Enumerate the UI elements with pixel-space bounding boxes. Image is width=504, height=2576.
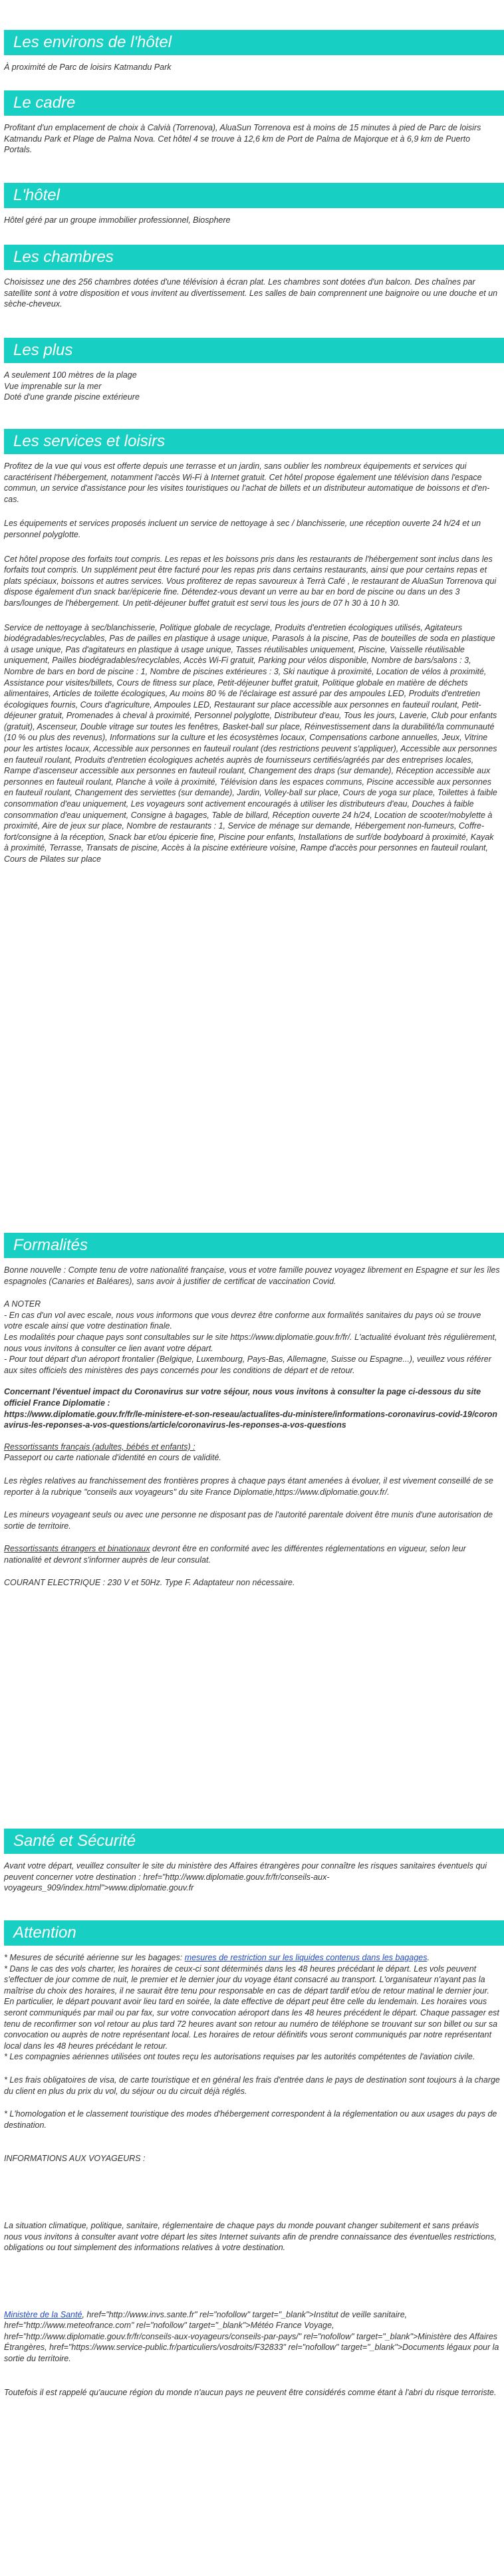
formalites-escale: - En cas d'un vol avec escale, nous vous informons que vous devrez être conforme aux formalités sanitaires du pays où se trouve votre escale ainsi que votre destination finale.: [4, 1310, 481, 1331]
section-title-formalites: Formalités: [4, 1233, 504, 1258]
ressortissants-text: Passeport ou carte nationale d'identité en cours de validité.: [4, 1453, 221, 1463]
environs-text: À proximité de Parc de loisirs Katmandu Park: [4, 63, 172, 72]
section-formalites: [0, 1233, 504, 1589]
attention-situation: La situation climatique, politique, sanitaire, réglementaire de chaque pays du monde pouvant changer subitement et sans préavis nous vous invitons à consulter avant votre départ les sites Internet suivants afin de prendre connaissance des éventuelles restrictions, obligations ou tout simplement des informations relatives à votre destination.: [4, 2220, 497, 2253]
formalites-coronavirus-link[interactable]: https://www.diplomatie.gouv.fr/fr/le-ministere-et-son-reseau/actualites-du-ministere/informations-coronavirus-covid-19/coronavirus-les-reponses-a-vos-questions/article/coronavirus-les-reponses-a-vos-questions: [4, 1409, 498, 1430]
attention-bagages-end: .: [427, 1953, 430, 1962]
plus-line: A seulement 100 mètres de la plage: [4, 370, 137, 380]
plus-line: Vue imprenable sur la mer: [4, 381, 102, 391]
section-sante: [0, 1829, 504, 1894]
formalites-regles: Les règles relatives au franchissement des frontières propres à chaque pays étant amenées à évoluer, il est vivement conseillé de se reporter à la rubrique "conseils aux voyageurs" du site France Diplomatie,https://www.diplomatie.gouv.fr/.: [4, 1476, 493, 1497]
plus-line: Doté d'une grande piscine extérieure: [4, 392, 140, 402]
chambres-text: Choisissez une des 256 chambres dotées d'une télévision à écran plat. Les chambres sont dotées d'un balcon. Des chaînes par satellite sont à votre disposition et vous invitent au divertissement. Les salles de bain comprennent une baignoire ou une douche et un sèche-cheveux.: [4, 277, 498, 309]
section-title-environs: Les environs de l'hôtel: [4, 30, 504, 55]
section-chambres: [0, 245, 504, 310]
etrangers-text: devront être en conformité avec les différentes réglementations en vigueur, selon leur nationalité et devront s'informer auprès de leur consulat.: [4, 1544, 466, 1565]
section-services: [0, 429, 504, 865]
section-title-chambres: Les chambres: [4, 245, 504, 270]
section-title-services: Les services et loisirs: [4, 429, 504, 454]
courant-electrique: COURANT ELECTRIQUE : 230 V et 50Hz. Type F. Adaptateur non nécessaire.: [4, 1578, 295, 1588]
formalites-frontalier: - Pour tout départ d'un aéroport frontalier (Belgique, Luxembourg, Pays-Bas, Allemagne, Suisse ou Espagne...), veuillez vous référer aux sites officiels des ministères des pays concernés pour les conditions de départ et de retour.: [4, 1354, 491, 1375]
attention-liens: , href="http://www.invs.sante.fr" rel="nofollow" target="_blank">Institut de veille sanitaire, href="http://www.meteofrance.com" rel="nofollow" target="_blank">Météo France Voyage, href="http://www.diplomatie.gouv.fr/fr/conseils-aux-voyageurs/conseils-par-pays/" rel="nofollow" target="_blank">Ministère des Affaires Étrangères, href="https://www.service-public.fr/particuliers/vosdroits/F32833" rel="nofollow" target="_blank">Documents légaux pour la sortie du territoire.: [4, 2309, 499, 2364]
cadre-text: Profitant d'un emplacement de choix à Calvià (Torrenova), AluaSun Torrenova est à moins de 15 minutes à pied de Parc de loisirs Katmandu Park et Plage de Palma Nova. Cet hôtel 4 se trouve à 12,6 km de Port de Palma de Majorque et à 6,9 km de Puerto Portals.: [4, 123, 481, 155]
attention-homologation: * L'homologation et le classement touristique des modes d'hébergement correspondent à la réglementation ou aux usages du pays de destination.: [4, 2109, 497, 2130]
services-restaurants: Cet hôtel propose des forfaits tout compris. Les repas et les boissons pris dans les restaurants de l'hébergement sont inclus dans les forfaits tout compris. Un supplément peut être facturé pour les repas pris dans certains restaurants, ainsi que pour certains repas et plats spéciaux, boissons et autres services. Vous profiterez de repas savoureux à Terrà Café , le restaurant de AluaSun Torrenova qui dispose également d'un snack bar/épicerie fine. Détendez-vous devant un verre au bar en bord de piscine ou dans un des 3 bars/lounges de l'hébergement. Un petit-déjeuner buffet gratuit est servi tous les jours de 07 h 30 à 10 h 30.: [4, 554, 497, 608]
services-intro: Profitez de la vue qui vous est offerte depuis une terrasse et un jardin, sans oublier les nombreux équipements et services qui caractérisent l'hébergement, notamment l'accès Wi-Fi à Internet gratuit. Cet hôtel propose également une télévision dans l'espace commun, un service d'assistance pour les visites touristiques ou l'achat de billets et un distributeur automatique de boissons et d'en-cas.: [4, 461, 490, 504]
section-attention: [0, 1920, 504, 2398]
attention-terrorisme: Toutefois il est rappelé qu'aucune région du monde n'aucun pays ne peuvent être considérés comme étant à l'abri du risque terroriste.: [4, 2387, 497, 2397]
section-title-sante: Santé et Sécurité: [4, 1829, 504, 1854]
section-title-cadre: Le cadre: [4, 90, 504, 116]
section-environs: [0, 30, 504, 73]
etrangers-label: Ressortissants étrangers et binationaux: [4, 1544, 150, 1554]
formalites-a-noter: A NOTER: [4, 1299, 41, 1309]
section-title-attention: Attention: [4, 1920, 504, 1946]
attention-compagnies: * Les compagnies aériennes utilisées ont toutes reçu les autorisations requises par les autorités compétentes de l'aviation civile.: [4, 2052, 475, 2062]
ressortissants-label: Ressortissants français (adultes, bébés et enfants) :: [4, 1442, 195, 1452]
liquides-restriction-link[interactable]: mesures de restriction sur les liquides contenus dans les bagages: [184, 1953, 428, 1962]
attention-frais: * Les frais obligatoires de visa, de carte touristique et en général les frais d'entrée dans le pays de destination sont toujours à la charge du client en plus du prix du vol, du séjour ou du circuit déjà réglés.: [4, 2075, 500, 2096]
section-plus: [0, 338, 504, 403]
attention-bagages-label: * Mesures de sécurité aérienne sur les bagages:: [4, 1953, 185, 1962]
formalites-coronavirus: Concernant l'éventuel impact du Coronavirus sur votre séjour, nous vous invitons à consulter la page ci-dessous du site officiel France Diplomatie :: [4, 1387, 481, 1408]
attention-infos-voyageurs: INFORMATIONS AUX VOYAGEURS :: [4, 2154, 146, 2164]
ministere-sante-link[interactable]: Ministère de la Santé: [4, 2309, 82, 2319]
formalites-mineurs: Les mineurs voyageant seuls ou avec une personne ne disposant pas de l'autorité parentale doivent être munis d'une autorisation de sortie de territoire.: [4, 1510, 493, 1531]
section-title-plus: Les plus: [4, 338, 504, 363]
attention-vols-charter: * Dans le cas des vols charter, les horaires de ceux-ci sont déterminés dans les 48 heures précédant le départ. Les vols peuvent s'effectuer de jour comme de nuit, le premier et le dernier jour du voyage étant consacré au transport. L'organisateur n'ayant pas la maîtrise du choix des horaires, il ne saurait être tenu pour responsable en cas de départ tardif et/ou de retour matinal le dernier jour. En particulier, le départ pouvant avoir lieu tard en soirée, la date effective de départ peut être celle du lendemain. Les horaires vous seront communiqués par mail ou par fax, sur votre convocation aéroport dans les 48 heures précédent le départ. Chaque passager est tenu de reconfirmer son vol retour au plus tard 72 heures avant son retour au numéro de téléphone se trouvant sur son billet ou sur sa convocation ou auprès de notre représentant local. Les horaires de retour définitifs vous seront communiqués par notre représentant local dans les 48 heures précédant le retour.: [4, 1964, 499, 2051]
services-equipment: Les équipements et services proposés incluent un service de nettoyage à sec / blanchisserie, une réception ouverte 24 h/24 et un personnel polyglotte.: [4, 519, 481, 539]
hotel-text: Hôtel géré par un groupe immobilier professionnel, Biosphere: [4, 215, 231, 225]
sante-text: Avant votre départ, veuillez consulter le site du ministère des Affaires étrangères pour connaître les risques sanitaires éventuels qui peuvent concerner votre destination : href="http://www.diplomatie.gouv.fr/fr/conseils-aux-voyageurs_909/index.html">www.diplomatie.gouv.fr: [4, 1861, 487, 1893]
section-cadre: [0, 90, 504, 156]
formalites-intro: Bonne nouvelle : Compte tenu de votre nationalité française, vous et votre famille pouvez voyagez librement en Espagne et sur les îles espagnoles (Canaries et Baléares), sans avoir à justifier de certificat de vaccination Covid.: [4, 1265, 500, 1286]
section-title-hotel: L'hôtel: [4, 183, 504, 208]
services-list: Service de nettoyage à sec/blanchisserie, Politique globale de recyclage, Produits d'entretien écologiques utilisés, Agitateurs biodégradables/recyclables, Pas de pailles en plastique à usage unique, Parasols à la piscine, Pas de bouteilles de soda en plastique à usage unique, Pas d'agitateurs en plastique à usage unique, Tasses réutilisables uniquement, Piscine, Vaisselle réutilisable uniquement, Pailles biodégradables/recyclables, Accès Wi-Fi gratuit, Parking pour vélos disponible, Nombre de bars/salons : 3, Nombre de bars en bord de piscine : 1, Nombre de piscines extérieures : 3, Ski nautique à proximité, Location de vélos à proximité, Assistance pour visites/billets, Cours de fitness sur place, Petit-déjeuner buffet gratuit, Politique globale en matière de déchets alimentaires, Articles de toilette écologiques, Au moins 80 % de l'éclairage est assuré par des ampoules LED, Produits d'entretien écologiques fournis, Cours d'agriculture, Ampoules LED, Restaurant sur place accessible aux personnes en fauteuil roulant, Petit-déjeuner gratuit, Promenades à cheval à proximité, Personnel polyglotte, Distributeur d'eau, Tous les jours, Laverie, Club pour enfants (gratuit), Ascenseur, Double vitrage sur toutes les fenêtres, Basket-ball sur place, Réinvestissement dans la durabilité/la communauté (10 % ou plus des revenus), Informations sur la culture et les écosystèmes locaux, Compensations carbone annuelles, Jeux, Vitrine pour les artistes locaux, Accessible aux personnes en fauteuil roulant (des restrictions peuvent s'appliquer), Accessible aux personnes en fauteuil roulant, Produits d'entretien écologiques achetés auprès de fournisseurs certifiés/agréés par des entreprises locales, Rampe d'ascenseur accessible aux personnes en fauteuil roulant, Changement des draps (sur demande), Réception accessible aux personnes en fauteuil roulant, Planche à voile à proximité, Télévision dans les espaces communs, Piscine accessible aux personnes en fauteuil roulant, Changement des serviettes (sur demande), Jardin, Volley-ball sur place, Cours de yoga sur place, Toilettes à faible consommation d'eau uniquement, Les voyageurs sont activement encouragés à utiliser les distributeurs d'eau, Douches à faible consommation d'eau uniquement, Consigne à bagages, Table de billard, Réception ouverte 24 h/24, Location de scooter/mobylette à proximité, Aire de jeux sur place, Nombre de restaurants : 1, Service de ménage sur demande, Hébergement non-fumeurs, Coffre-fort/consigne à la réception, Snack bar et/ou épicerie fine, Piscine pour enfants, Installations de surf/de bodyboard à proximité, Kayak à proximité, Terrasse, Transats de piscine, Accès à la piscine extérieure voisine, Rampe d'accès pour personnes en fauteuil roulant, Cours de Pilates sur place: [4, 622, 497, 864]
section-hotel: [0, 183, 504, 226]
formalites-modalites: Les modalités pour chaque pays sont consultables sur le site https://www.diplomatie.gouv.fr/fr/. L'actualité évoluant très régulièrement, nous vous invitons à consulter ce lien avant votre départ.: [4, 1332, 497, 1353]
